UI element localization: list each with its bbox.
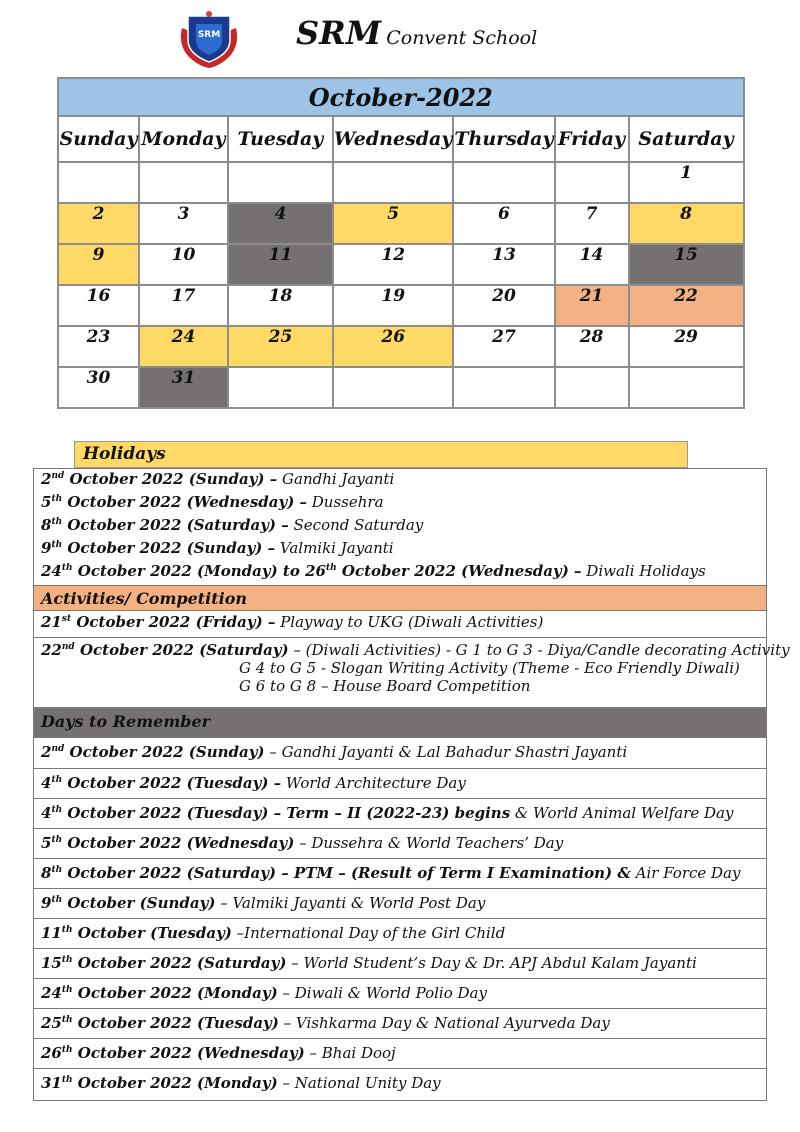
activity-item-1: 21st October 2022 (Friday) – Playway to UKG (Diwali Activities) bbox=[34, 611, 766, 638]
school-name-short: SRM bbox=[296, 14, 382, 52]
weekday-header-row bbox=[58, 116, 744, 162]
holiday-item: 9th October 2022 (Sunday) – Valmiki Jayanti bbox=[41, 539, 394, 557]
date-cell-4: 4 bbox=[228, 203, 333, 244]
calendar-body bbox=[58, 162, 744, 408]
weekday-monday: Monday bbox=[139, 116, 228, 162]
calendar-week-row bbox=[58, 285, 744, 326]
activity-subline: G 6 to G 8 – House Board Competition bbox=[239, 677, 531, 695]
calendar-week-row bbox=[58, 203, 744, 244]
remember-day-item: 5th October 2022 (Wednesday) – Dussehra & World Teachers’ Day bbox=[34, 828, 766, 858]
date-cell-27: 27 bbox=[453, 326, 554, 367]
school-name-rest: Convent School bbox=[386, 27, 538, 49]
calendar-week-row bbox=[58, 244, 744, 285]
remember-day-item: 8th October 2022 (Saturday) – PTM – (Result of Term I Examination) & Air Force Day bbox=[34, 858, 766, 888]
activity-subline: G 4 to G 5 - Slogan Writing Activity (Theme - Eco Friendly Diwali) bbox=[239, 659, 740, 677]
days-to-remember-box bbox=[33, 708, 767, 1101]
remember-day-item: 2nd October 2022 (Sunday) – Gandhi Jayanti & Lal Bahadur Shastri Jayanti bbox=[41, 743, 628, 761]
empty-date-cell bbox=[333, 367, 453, 408]
date-cell-17: 17 bbox=[139, 285, 228, 326]
empty-date-cell bbox=[453, 367, 554, 408]
date-cell-19: 19 bbox=[333, 285, 453, 326]
date-cell-11: 11 bbox=[228, 244, 333, 285]
date-cell-8: 8 bbox=[629, 203, 744, 244]
date-cell-14: 14 bbox=[555, 244, 629, 285]
svg-text:SRM: SRM bbox=[197, 30, 221, 40]
date-cell-23: 23 bbox=[58, 326, 139, 367]
weekday-saturday: Saturday bbox=[629, 116, 744, 162]
days-to-remember-list bbox=[34, 738, 766, 1098]
date-cell-6: 6 bbox=[453, 203, 554, 244]
october-calendar bbox=[57, 77, 745, 409]
activity-item-2: 22nd October 2022 (Saturday) – (Diwali Activities) - G 1 to G 3 - Diya/Candle decorating Activity G 4 to G 5 - Slogan Writing Activity (Theme - Eco Friendly Diwali) G 6 to G 8 – House Board Competition bbox=[34, 638, 766, 695]
weekday-sunday: Sunday bbox=[58, 116, 139, 162]
date-cell-3: 3 bbox=[139, 203, 228, 244]
calendar-week-row bbox=[58, 326, 744, 367]
date-cell-26: 26 bbox=[333, 326, 453, 367]
date-cell-25: 25 bbox=[228, 326, 333, 367]
calendar-week-row bbox=[58, 162, 744, 203]
calendar-month-title: October-2022 bbox=[58, 78, 744, 116]
date-cell-18: 18 bbox=[228, 285, 333, 326]
date-cell-2: 2 bbox=[58, 203, 139, 244]
holidays-heading: Holidays bbox=[74, 441, 688, 468]
empty-date-cell bbox=[58, 162, 139, 203]
remember-day-item: 4th October 2022 (Tuesday) – Term – II (2022-23) begins & World Animal Welfare Day bbox=[34, 798, 766, 828]
empty-date-cell bbox=[555, 367, 629, 408]
remember-day-item: 26th October 2022 (Wednesday) – Bhai Dooj bbox=[34, 1038, 766, 1068]
date-cell-28: 28 bbox=[555, 326, 629, 367]
holiday-item: 2nd October 2022 (Sunday) – Gandhi Jayanti bbox=[41, 470, 395, 488]
empty-date-cell bbox=[228, 367, 333, 408]
date-cell-24: 24 bbox=[139, 326, 228, 367]
holidays-activities-box bbox=[33, 468, 790, 708]
date-cell-1: 1 bbox=[629, 162, 744, 203]
date-cell-16: 16 bbox=[58, 285, 139, 326]
weekday-wednesday: Wednesday bbox=[333, 116, 453, 162]
weekday-thursday: Thursday bbox=[453, 116, 554, 162]
empty-date-cell bbox=[629, 367, 744, 408]
empty-date-cell bbox=[333, 162, 453, 203]
date-cell-20: 20 bbox=[453, 285, 554, 326]
date-cell-30: 30 bbox=[58, 367, 139, 408]
days-to-remember-heading: Days to Remember bbox=[34, 709, 766, 738]
date-cell-31: 31 bbox=[139, 367, 228, 408]
school-logo bbox=[178, 10, 240, 70]
activities-heading: Activities/ Competition bbox=[34, 585, 766, 611]
holiday-item: 8th October 2022 (Saturday) – Second Saturday bbox=[41, 516, 424, 534]
empty-date-cell bbox=[228, 162, 333, 203]
date-cell-22: 22 bbox=[629, 285, 744, 326]
empty-date-cell bbox=[139, 162, 228, 203]
holiday-item: 24th October 2022 (Monday) to 26th October 2022 (Wednesday) – Diwali Holidays bbox=[41, 562, 706, 580]
remember-day-item: 9th October (Sunday) – Valmiki Jayanti & World Post Day bbox=[34, 888, 766, 918]
remember-day-item: 24th October 2022 (Monday) – Diwali & World Polio Day bbox=[34, 978, 766, 1008]
school-title bbox=[296, 14, 537, 52]
remember-day-item: 11th October (Tuesday) –International Day of the Girl Child bbox=[34, 918, 766, 948]
date-cell-15: 15 bbox=[629, 244, 744, 285]
date-cell-7: 7 bbox=[555, 203, 629, 244]
calendar-week-row bbox=[58, 367, 744, 408]
remember-day-item: 31th October 2022 (Monday) – National Unity Day bbox=[34, 1068, 766, 1098]
date-cell-9: 9 bbox=[58, 244, 139, 285]
weekday-friday: Friday bbox=[555, 116, 629, 162]
date-cell-12: 12 bbox=[333, 244, 453, 285]
date-cell-29: 29 bbox=[629, 326, 744, 367]
remember-day-item: 4th October 2022 (Tuesday) – World Architecture Day bbox=[34, 768, 766, 798]
empty-date-cell bbox=[453, 162, 554, 203]
remember-day-item: 25th October 2022 (Tuesday) – Vishkarma Day & National Ayurveda Day bbox=[34, 1008, 766, 1038]
date-cell-10: 10 bbox=[139, 244, 228, 285]
date-cell-21: 21 bbox=[555, 285, 629, 326]
date-cell-5: 5 bbox=[333, 203, 453, 244]
empty-date-cell bbox=[555, 162, 629, 203]
holiday-item: 5th October 2022 (Wednesday) – Dussehra bbox=[41, 493, 384, 511]
holidays-list bbox=[34, 469, 766, 585]
weekday-tuesday: Tuesday bbox=[228, 116, 333, 162]
remember-day-item: 15th October 2022 (Saturday) – World Student’s Day & Dr. APJ Abdul Kalam Jayanti bbox=[34, 948, 766, 978]
date-cell-13: 13 bbox=[453, 244, 554, 285]
